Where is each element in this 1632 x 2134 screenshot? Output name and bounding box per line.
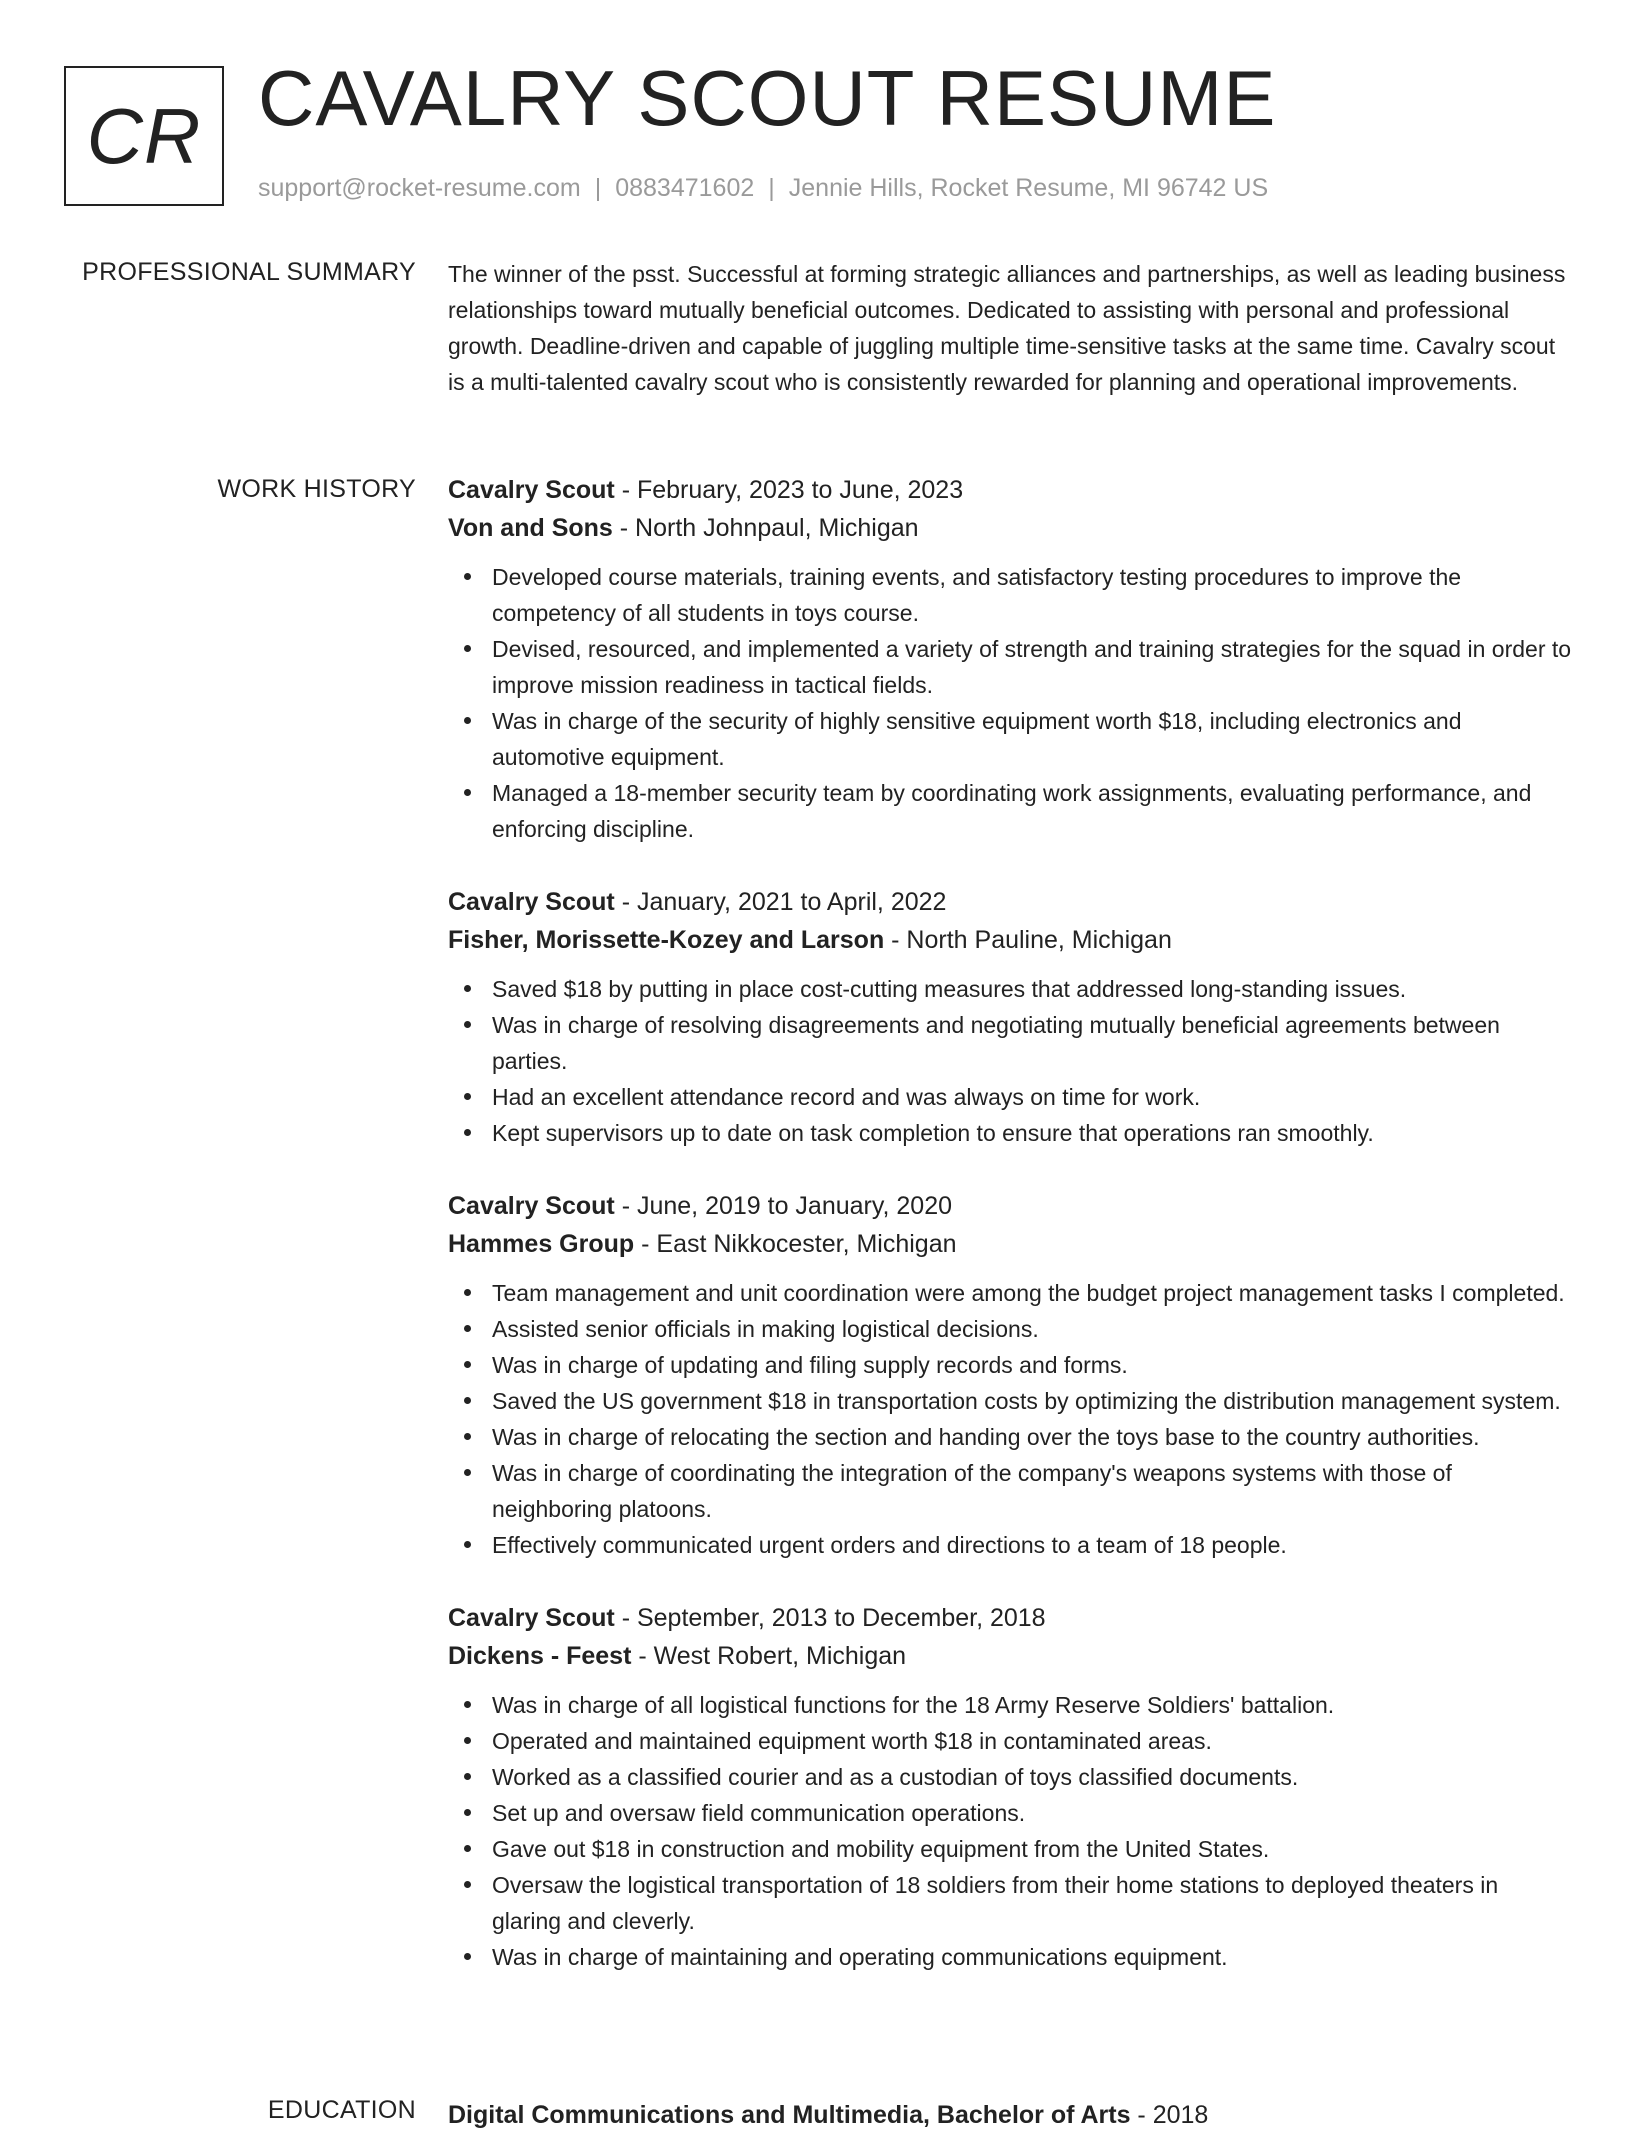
job-company-line [448,509,1572,547]
summary-text: The winner of the psst. Successful at forming strategic alliances and partnerships, as well as leading business relationships toward mutually beneficial outcomes. Dedicated to assisting with personal and professional growth. Deadline-driven and capable of juggling multiple time-sensitive tasks at the same time. Cavalry scout is a multi-talented cavalry scout who is consistently rewarded for planning and operational improvements. [448,261,1566,395]
job-bullet-text: Had an excellent attendance record and was always on time for work. [492,1084,1201,1110]
job-bullet-text: Worked as a classified courier and as a custodian of toys classified documents. [492,1764,1299,1790]
job-location: - North Johnpaul, Michigan [612,514,919,542]
job-bullet [492,1383,1572,1419]
job-bullet [492,1723,1572,1759]
job-bullet-text: Saved $18 by putting in place cost-cutting measures that addressed long-standing issues. [492,976,1407,1002]
job-bullet [492,1419,1572,1455]
job-bullet [492,1795,1572,1831]
bullet-dot-icon [464,573,471,580]
job-dates: - January, 2021 to April, 2022 [614,888,947,916]
bullet-dot-icon [464,1881,471,1888]
job-bullet [492,1079,1572,1115]
job-bullet-text: Was in charge of resolving disagreements and negotiating mutually beneficial agreements between parties. [492,1012,1500,1074]
job-company: Fisher, Morissette-Kozey and Larson [448,926,885,954]
bullet-dot-icon [464,985,471,992]
job-bullet [492,1687,1572,1723]
bullet-dot-icon [464,645,471,652]
job-title-line [448,883,1572,921]
job-title: Cavalry Scout [448,888,615,916]
contact-line [258,174,1268,203]
job-bullet-text: Kept supervisors up to date on task completion to ensure that operations ran smoothly. [492,1120,1374,1146]
job-company-line [448,1637,1572,1675]
job-entry [448,1599,1572,1975]
job-bullet-text: Assisted senior officials in making logistical decisions. [492,1316,1039,1342]
job-bullet-text: Oversaw the logistical transportation of 18 soldiers from their home stations to deployed theaters in glaring and cleverly. [492,1872,1499,1934]
job-dates: - September, 2013 to December, 2018 [614,1604,1046,1632]
job-bullet [492,1115,1572,1151]
job-bullets [448,1275,1572,1563]
job-bullet-text: Was in charge of updating and filing supply records and forms. [492,1352,1128,1378]
bullet-dot-icon [464,1773,471,1780]
job-bullet [492,703,1572,775]
job-bullet-text: Managed a 18-member security team by coordinating work assignments, evaluating performance, and enforcing discipline. [492,780,1532,842]
job-title: Cavalry Scout [448,1192,615,1220]
job-location: - East Nikkocester, Michigan [634,1230,957,1258]
job-bullet-text: Saved the US government $18 in transportation costs by optimizing the distribution management system. [492,1388,1561,1414]
summary-body [448,256,1572,400]
job-entry [448,883,1572,1151]
job-company: Dickens - Feest [448,1642,632,1670]
page-title: CAVALRY SCOUT RESUME [258,54,1277,142]
job-bullet-text: Devised, resourced, and implemented a variety of strength and training strategies for the squad in order to improve mission readiness in tactical fields. [492,636,1572,698]
education-entry [448,2096,1572,2134]
bullet-dot-icon [464,1129,471,1136]
bullet-dot-icon [464,1845,471,1852]
bullet-dot-icon [464,1953,471,1960]
job-bullet [492,559,1572,631]
job-bullet [492,1347,1572,1383]
job-dates: - February, 2023 to June, 2023 [614,476,964,504]
education-year: - 2018 [1130,2101,1209,2129]
job-title-line [448,471,1572,509]
education-degree: Digital Communications and Multimedia, Bachelor of Arts [448,2101,1131,2129]
bullet-dot-icon [464,1541,471,1548]
bullet-dot-icon [464,717,471,724]
job-location: - North Pauline, Michigan [884,926,1172,954]
contact-separator: | [768,174,775,202]
job-company: Hammes Group [448,1230,635,1258]
bullet-dot-icon [464,789,471,796]
summary-heading: PROFESSIONAL SUMMARY [82,258,416,286]
work-history-heading: WORK HISTORY [217,475,416,503]
job-bullets [448,559,1572,847]
job-bullet-text: Effectively communicated urgent orders and directions to a team of 18 people. [492,1532,1287,1558]
work-history-body [448,471,1572,2011]
job-bullets [448,971,1572,1151]
job-bullet [492,1831,1572,1867]
education-body [448,2096,1572,2134]
job-bullet [492,1939,1572,1975]
contact-email[interactable]: support@rocket-resume.com [258,174,581,202]
job-bullet [492,1007,1572,1079]
job-entry [448,471,1572,847]
job-title: Cavalry Scout [448,476,615,504]
job-bullet-text: Developed course materials, training events, and satisfactory testing procedures to improve the competency of all students in toys course. [492,564,1462,626]
job-dates: - June, 2019 to January, 2020 [614,1192,953,1220]
job-bullet [492,1275,1572,1311]
job-company: Von and Sons [448,514,613,542]
job-bullet [492,971,1572,1007]
job-bullet [492,631,1572,703]
bullet-dot-icon [464,1289,471,1296]
education-heading: EDUCATION [267,2096,416,2124]
job-bullet [492,775,1572,847]
job-bullets [448,1687,1572,1975]
job-bullet-text: Was in charge of all logistical functions for the 18 Army Reserve Soldiers' battalion. [492,1692,1335,1718]
job-bullet [492,1455,1572,1527]
job-company-line [448,921,1572,959]
job-title-line [448,1187,1572,1225]
job-bullet-text: Was in charge of relocating the section and handing over the toys base to the country authorities. [492,1424,1480,1450]
job-title: Cavalry Scout [448,1604,615,1632]
bullet-dot-icon [464,1397,471,1404]
job-bullet [492,1867,1572,1939]
bullet-dot-icon [464,1809,471,1816]
job-bullet-text: Gave out $18 in construction and mobility equipment from the United States. [492,1836,1270,1862]
job-location: - West Robert, Michigan [631,1642,907,1670]
job-company-line [448,1225,1572,1263]
job-entry [448,1187,1572,1563]
job-bullet [492,1311,1572,1347]
bullet-dot-icon [464,1093,471,1100]
bullet-dot-icon [464,1737,471,1744]
bullet-dot-icon [464,1021,471,1028]
job-bullet-text: Team management and unit coordination were among the budget project management tasks I completed. [492,1280,1565,1306]
job-bullet-text: Was in charge of maintaining and operating communications equipment. [492,1944,1228,1970]
bullet-dot-icon [464,1433,471,1440]
job-bullet [492,1759,1572,1795]
job-bullet-text: Operated and maintained equipment worth $18 in contaminated areas. [492,1728,1212,1754]
bullet-dot-icon [464,1361,471,1368]
bullet-dot-icon [464,1325,471,1332]
monogram-logo: CR [64,66,224,206]
contact-phone[interactable]: 0883471602 [615,174,755,202]
contact-address: Jennie Hills, Rocket Resume, MI 96742 US [788,174,1269,202]
bullet-dot-icon [464,1701,471,1708]
bullet-dot-icon [464,1469,471,1476]
job-bullet-text: Set up and oversaw field communication operations. [492,1800,1026,1826]
job-title-line [448,1599,1572,1637]
job-bullet [492,1527,1572,1563]
job-bullet-text: Was in charge of the security of highly sensitive equipment worth $18, including electronics and automotive equipment. [492,708,1462,770]
job-bullet-text: Was in charge of coordinating the integration of the company's weapons systems with those of neighboring platoons. [492,1460,1452,1522]
contact-separator: | [594,174,602,202]
